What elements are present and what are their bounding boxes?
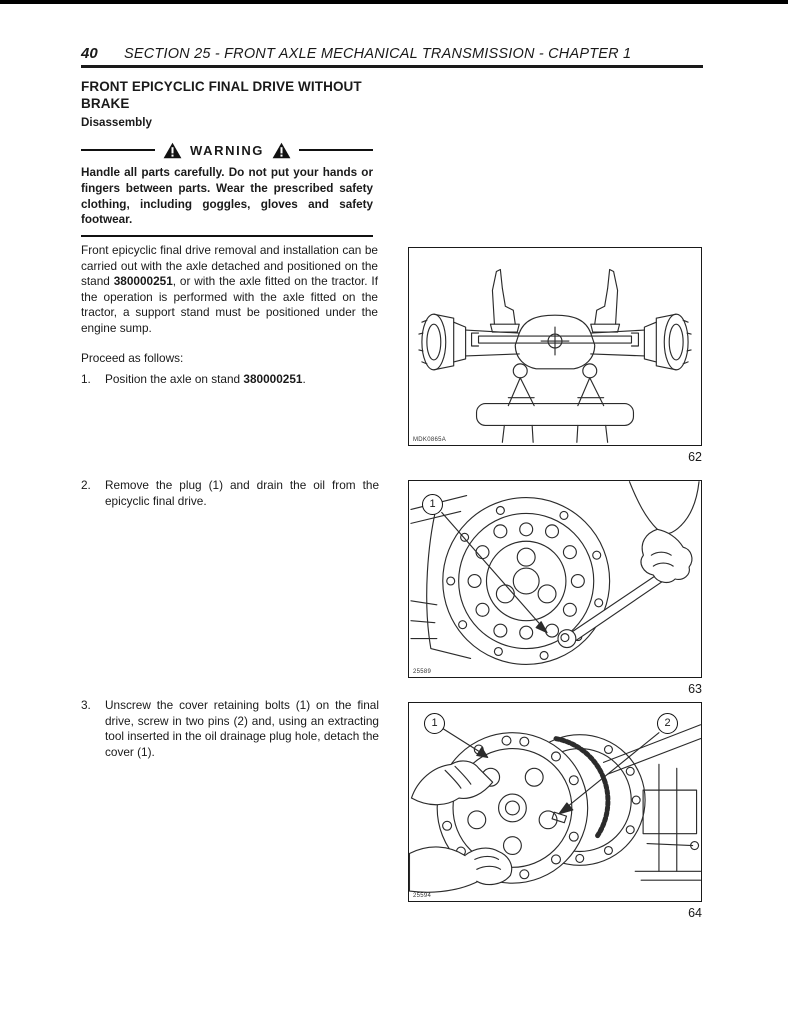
warning-rule-left [81,149,155,151]
step-1-stand-code: 380000251 [243,372,303,386]
figure-63 [408,480,702,678]
page-number: 40 [81,45,98,62]
figure-64-code: 25594 [413,893,432,899]
warning-text: Handle all parts carefully. Do not put your hands or fingers between parts. Wear the prescribed safety clothing, including goggles, gloves and safety footwear. [81,166,373,227]
intro-text-2: , or with the axle fitted on the tractor. If the operation is performed with the axle fitted on the tractor, a support stand must be positioned under the engine sump. [81,274,378,335]
step-1-text-pre: Position the axle on stand [105,372,244,386]
page-title [81,78,391,112]
subtitle-disassembly: Disassembly [81,116,152,129]
warning-rule-bottom [81,235,373,237]
stand-code: 380000251 [113,274,173,289]
step-1-number: 1. [81,372,91,386]
intro-text-1: Front epicyclic final drive removal and installation can be carried out with the axle detached and positioned on the stand [81,243,378,289]
warning-triangle-icon [163,142,182,159]
figure-63-number: 63 [688,682,702,696]
figure-64-callout-1: 1 [424,713,445,734]
step-1-text [105,372,379,388]
warning-triangle-icon [272,142,291,159]
step-1-text-post: . [302,372,306,386]
figure-62-code: MDK0865A [413,437,447,443]
proceed-label: Proceed as follows: [81,351,184,365]
figure-62 [408,247,702,446]
warning-block [81,140,373,237]
step-3 [81,698,379,760]
figure-63-callout-1: 1 [422,494,443,515]
page-top-scan-edge [0,0,788,4]
figure-64-cover-removal-illustration [409,703,701,901]
section-header: SECTION 25 - FRONT AXLE MECHANICAL TRANSMISSION - CHAPTER 1 [124,46,632,62]
warning-rule-right [299,149,373,151]
step-3-number: 3. [81,698,91,712]
page-title-line1: FRONT EPICYCLIC FINAL DRIVE WITHOUT [81,79,362,94]
step-1 [81,372,379,388]
figure-62-axle-on-stand-illustration [409,248,701,445]
intro-paragraph [81,243,378,337]
step-3-text: Unscrew the cover retaining bolts (1) on the final drive, screw in two pins (2) and, using an extracting tool inserted in the oil drainage plug hole, detach the cover (1). [105,698,379,759]
figure-63-code: 25589 [413,669,432,675]
figure-63-plug-removal-illustration [409,481,701,677]
step-2 [81,478,379,509]
figure-64 [408,702,702,902]
step-2-text: Remove the plug (1) and drain the oil from the epicyclic final drive. [105,478,379,508]
figure-62-number: 62 [688,450,702,464]
header-rule [81,65,703,68]
page-title-line2: BRAKE [81,96,130,111]
warning-header [81,140,373,160]
figure-64-number: 64 [688,906,702,920]
warning-label: WARNING [189,142,265,158]
figure-64-callout-2: 2 [657,713,678,734]
step-2-number: 2. [81,478,91,492]
